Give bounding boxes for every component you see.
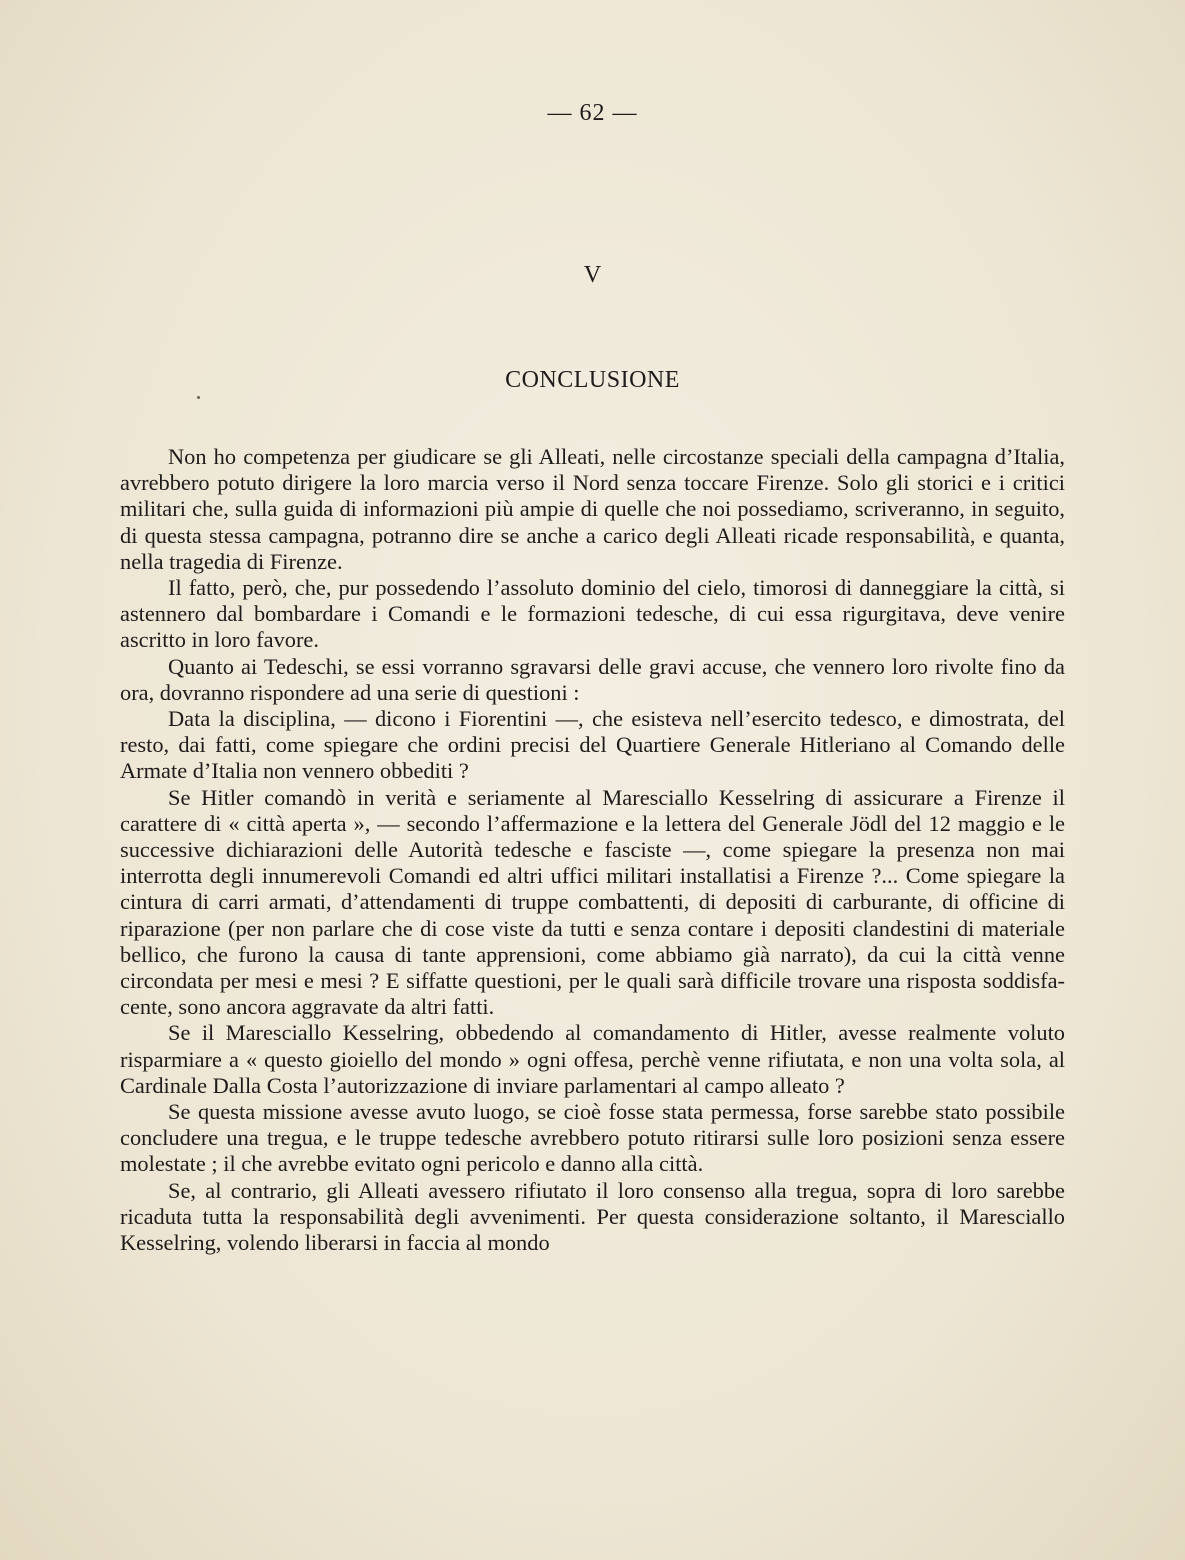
paragraph: Quanto ai Tedeschi, se essi vorranno sgravarsi delle gravi accuse, che vennero loro rivolte fino da ora, dovranno rispondere ad una serie di questioni : [120, 653, 1065, 705]
paragraph: Data la disciplina, — dicono i Fiorentini —, che esisteva nell’esercito tedesco, e dimostrata, del resto, dai fatti, come spiegare che ordini precisi del Quartiere Generale Hitleriano al Comando delle Armate d’Italia non vennero obbediti ? [120, 706, 1065, 784]
body-text [120, 444, 1065, 1256]
page-number: — 62 — [547, 100, 638, 126]
paragraph: Se questa missione avesse avuto luogo, se cioè fosse stata permessa, forse sarebbe stato possibile concludere una tregua, e le truppe tedesche avrebbero potuto ritirarsi sulle loro posizioni senza essere molestate ; il che avrebbe evitato ogni pericolo e danno alla città. [120, 1099, 1065, 1177]
paper-speck [197, 396, 200, 399]
paragraph: Il fatto, però, che, pur possedendo l’assoluto dominio del cielo, timorosi di danneggiare la città, si astennero dal bombardare i Comandi e le formazioni tedesche, di cui essa rigurgitava, deve venire ascritto in loro favore. [120, 575, 1065, 653]
chapter-number: V [583, 262, 602, 288]
paragraph: Se, al contrario, gli Alleati avessero rifiutato il loro consenso alla tregua, sopra di loro sarebbe ricaduta tutta la responsabilità degli avvenimenti. Per questa considerazione soltanto, il Maresciallo Kesselring, volendo liberarsi in faccia al mondo [120, 1177, 1065, 1256]
chapter-title: CONCLUSIONE [505, 367, 680, 393]
paragraph: Se Hitler comandò in verità e seriamente al Maresciallo Kesselring di assicurare a Firenze il carattere di « città aperta », — secondo l’affermazione e la lettera del Generale Jödl del 12 maggio e le successive dichiarazioni delle Autorità tedesche e fasciste —, come spiegare la presenza non mai interrotta degli innumerevoli Comandi ed altri uffici militari installatisi a Firenze ?... Come spiegare la cintura di carri armati, d’attendamenti di truppe combattenti, di depositi di carburante, di officine di riparazione (per non parlare che di cose viste da tutti e senza contare i depositi clandestini di materiale bellico, che furono la causa di tante apprensioni, come abbiamo già narrato), da cui la città venne circondata per mesi e mesi ? E siffatte questioni, per le quali sarà difficile trovare una risposta soddisfacente, sono ancora aggravate da altri fatti. [120, 784, 1065, 1020]
paragraph: Non ho competenza per giudicare se gli Alleati, nelle circostanze speciali della campagna d’Italia, avrebbero potuto dirigere la loro marcia verso il Nord senza toccare Firenze. Solo gli storici e i critici militari che, sulla guida di informazioni più ampie di quelle che noi possediamo, scriveranno, in seguito, di questa stessa campagna, potranno dire se anche a carico degli Alleati ricade responsabilità, e quanta, nella tragedia di Firenze. [120, 444, 1065, 574]
paragraph: Se il Maresciallo Kesselring, obbedendo al comandamento di Hitler, avesse realmente voluto risparmiare a « questo gioiello del mondo » ogni offesa, perchè venne rifiutata, e non una volta sola, al Cardinale Dalla Costa l’autorizzazione di inviare parlamentari al campo alleato ? [120, 1020, 1065, 1098]
